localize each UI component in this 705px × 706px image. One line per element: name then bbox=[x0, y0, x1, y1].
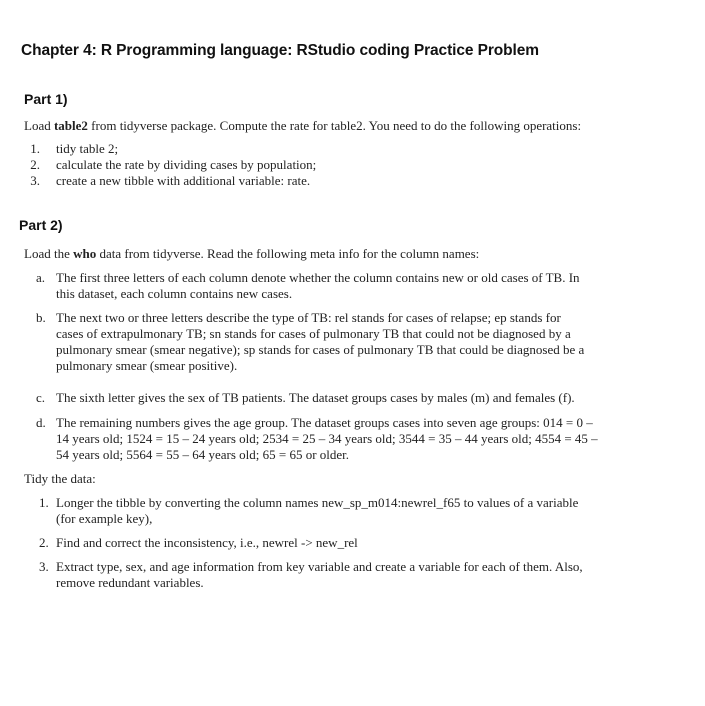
tidy-item-text bbox=[56, 495, 578, 527]
part1-intro-post: from tidyverse package. Compute the rate for table2. You need to do the following operations: bbox=[87, 118, 582, 133]
part2-intro-post: data from tidyverse. Read the following meta info for the column names: bbox=[96, 246, 480, 261]
meta-item-text bbox=[56, 310, 584, 374]
part2-intro-bold: who bbox=[73, 246, 97, 261]
part1-intro-pre: Load bbox=[24, 118, 54, 133]
list-marker: 1. bbox=[39, 495, 49, 510]
meta-item-text bbox=[56, 270, 580, 302]
tidy-label: Tidy the data: bbox=[24, 471, 96, 486]
part2-heading: Part 2) bbox=[19, 217, 63, 233]
list-marker: c. bbox=[36, 390, 46, 405]
list-marker: b. bbox=[36, 310, 46, 325]
part2-intro bbox=[24, 246, 479, 262]
list-text: create a new tibble with additional variable: rate. bbox=[56, 173, 311, 188]
list-marker: 2. bbox=[30, 157, 40, 172]
part1-intro bbox=[24, 118, 581, 134]
text-line: The first three letters of each column denote whether the column contains new or old cases of TB. In bbox=[56, 270, 580, 285]
meta-item-text bbox=[56, 390, 575, 406]
text-line: Longer the tibble by converting the column names new_sp_m014:newrel_f65 to values of a variable bbox=[56, 495, 579, 510]
list-marker: d. bbox=[36, 415, 46, 430]
text-line: cases of extrapulmonary TB; sn stands for cases of pulmonary TB that could not be diagnosed by a bbox=[56, 326, 571, 341]
chapter-title: Chapter 4: R Programming language: RStudio coding Practice Problem bbox=[21, 42, 539, 59]
tidy-item-text bbox=[56, 535, 358, 551]
list-marker: 3. bbox=[30, 173, 40, 188]
meta-item-text bbox=[56, 415, 598, 463]
part1-intro-bold: table2 bbox=[53, 118, 88, 133]
list-marker: 1. bbox=[30, 141, 40, 156]
text-line: Find and correct the inconsistency, i.e., newrel -> new_rel bbox=[56, 535, 358, 550]
text-line: Extract type, sex, and age information from key variable and create a variable for each of them. Also, bbox=[56, 559, 583, 574]
text-line: The next two or three letters describe the type of TB: rel stands for cases of relapse; ep stands for bbox=[56, 310, 561, 325]
text-line: 14 years old; 1524 = 15 – 24 years old; 2534 = 25 – 34 years old; 3544 = 35 – 44 years old; 4554 = 45 – bbox=[56, 431, 598, 446]
part2-intro-pre: Load the bbox=[24, 246, 74, 261]
text-line: The remaining numbers gives the age group. The dataset groups cases into seven age groups: 014 = 0 – bbox=[56, 415, 593, 430]
list-marker: a. bbox=[36, 270, 46, 285]
text-line: this dataset, each column contains new cases. bbox=[56, 286, 293, 301]
list-marker: 2. bbox=[39, 535, 49, 550]
list-text: calculate the rate by dividing cases by population; bbox=[56, 157, 317, 172]
part1-heading: Part 1) bbox=[24, 91, 68, 107]
text-line: remove redundant variables. bbox=[56, 575, 204, 590]
list-text: tidy table 2; bbox=[56, 141, 119, 156]
tidy-item-text bbox=[56, 559, 583, 591]
text-line: pulmonary smear (smear negative); sp stands for cases of pulmonary TB that could be diagnosed be a bbox=[56, 342, 585, 357]
text-line: 54 years old; 5564 = 55 – 64 years old; 65 = 65 or older. bbox=[56, 447, 350, 462]
list-marker: 3. bbox=[39, 559, 49, 574]
text-line: pulmonary smear (smear positive). bbox=[56, 358, 238, 373]
text-line: (for example key), bbox=[56, 511, 153, 526]
text-line: The sixth letter gives the sex of TB patients. The dataset groups cases by males (m) and females (f). bbox=[56, 390, 575, 405]
